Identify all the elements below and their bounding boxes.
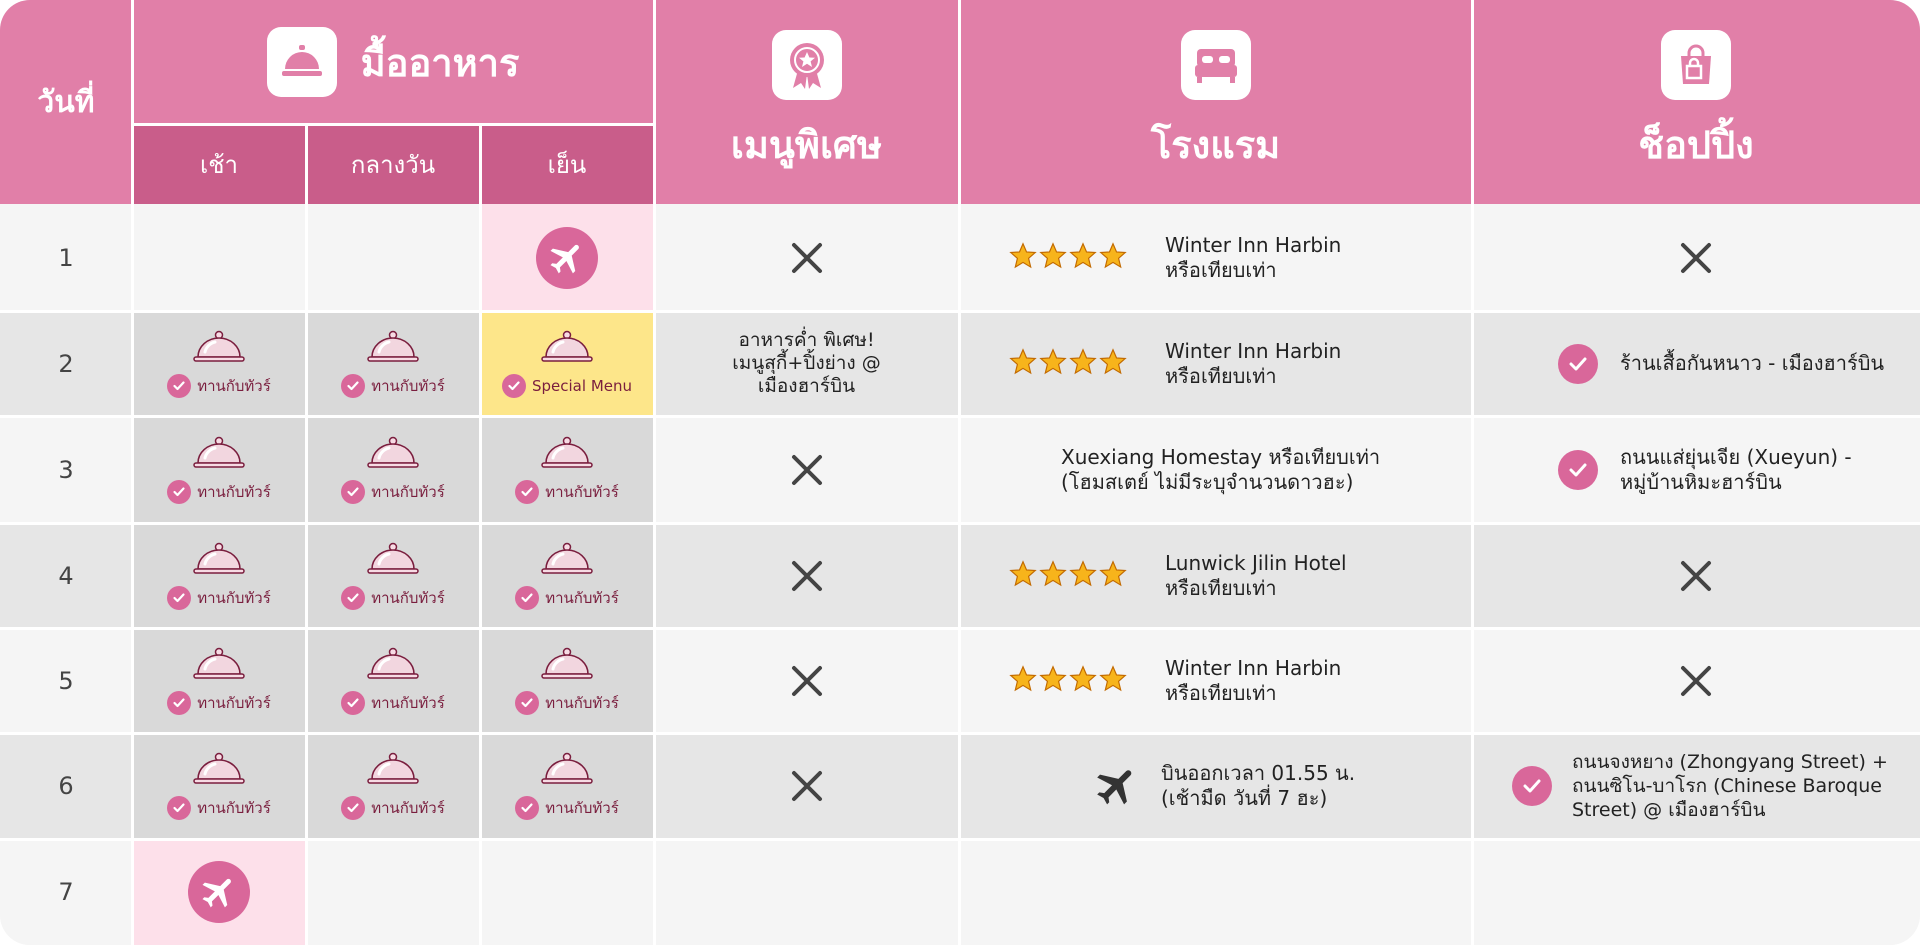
star-icon [1069, 242, 1097, 274]
check-icon [167, 796, 191, 820]
day-number: 6 [58, 772, 74, 800]
day-number: 4 [58, 561, 74, 590]
meal-cell [306, 733, 480, 839]
special-meal-cell [480, 311, 654, 416]
check-icon [341, 586, 365, 610]
day-number: 5 [58, 666, 74, 695]
star-icon [1069, 560, 1097, 592]
hotel-cell: Xuexiang Homestay หรือเทียบเท่า (โฮมสเตย์ ไม่มีระบุจำนวนดาวฮะ) [1061, 444, 1381, 494]
check-icon [341, 691, 365, 715]
food-cloche-icon [365, 330, 421, 370]
food-cloche-icon [365, 436, 421, 476]
header-hotel: โรงแรม [959, 0, 1472, 204]
meal-label: ทานกับทัวร์ [371, 588, 445, 607]
meal-cell [480, 416, 654, 523]
header-meals: มื้ออาหาร [132, 0, 654, 124]
grid-line [132, 123, 654, 126]
check-icon [167, 586, 191, 610]
meal-label: ทานกับทัวร์ [545, 693, 619, 712]
food-cloche-icon [191, 330, 247, 370]
cross-icon [789, 663, 825, 699]
food-cloche-icon [539, 330, 595, 370]
header-day: วันที่ [0, 0, 132, 204]
check-icon [167, 480, 191, 504]
star-icon [1099, 242, 1127, 274]
food-cloche-icon [539, 542, 595, 582]
meal-cell [132, 628, 306, 733]
meal-cell [306, 311, 480, 416]
check-icon [167, 691, 191, 715]
header-shopping: ช็อปปิ้ง [1472, 0, 1920, 204]
cross-icon [789, 768, 825, 804]
meal-label: Special Menu [532, 376, 632, 395]
hotel-cell: Lunwick Jilin Hotel หรือเทียบเท่า [959, 523, 1472, 628]
meal-label: ทานกับทัวร์ [545, 799, 619, 817]
service-bell-icon [267, 27, 337, 97]
cross-icon [789, 558, 825, 594]
shopping-cell: ถนนแส่ยุ่นเจีย (Xueyun) - หมู่บ้านหิมะฮาร์บิน [1472, 416, 1920, 523]
check-icon [1558, 344, 1598, 384]
meal-label: ทานกับทัวร์ [197, 482, 271, 501]
grid-line [0, 732, 1920, 735]
special-none [654, 628, 959, 733]
check-icon [515, 480, 539, 504]
check-icon [341, 480, 365, 504]
food-cloche-icon [191, 542, 247, 582]
hotel-cell: Winter Inn Harbin หรือเทียบเท่า [959, 311, 1472, 416]
day-number: 1 [58, 243, 74, 272]
airplane-icon [1093, 762, 1141, 810]
meal-label: ทานกับทัวร์ [371, 376, 445, 395]
header-special: เมนูพิเศษ [654, 0, 959, 204]
meal-cell [480, 523, 654, 628]
star-icon [1009, 665, 1037, 697]
four-star-rating [1009, 348, 1127, 380]
shopping-cell: ร้านเสื้อกันหนาว - เมืองฮาร์บิน [1472, 311, 1920, 416]
meal-cell [132, 416, 306, 523]
shopping-none [1472, 628, 1920, 733]
grid-line [0, 310, 1920, 313]
cross-icon [789, 240, 825, 276]
four-star-rating [1009, 242, 1127, 274]
dinner-flight-cell [480, 204, 654, 311]
grid-line [0, 522, 1920, 525]
special-menu-text: อาหารค่ำ พิเศษ! เมนูสุกี้+ปิ้งย่าง @ เมืองฮาร์บิน [732, 329, 881, 397]
check-icon [515, 691, 539, 715]
grid-line [0, 415, 1920, 418]
bed-icon [1181, 30, 1251, 100]
food-cloche-icon [365, 542, 421, 582]
check-icon [341, 374, 365, 398]
meal-cell [132, 523, 306, 628]
meal-cell [306, 628, 480, 733]
grid-line [131, 0, 134, 945]
grid-line [305, 124, 308, 945]
meal-cell [480, 733, 654, 839]
shopping-none [1472, 204, 1920, 311]
check-icon [1512, 766, 1552, 806]
cross-icon [1678, 663, 1714, 699]
special-none [654, 733, 959, 839]
food-cloche-icon [539, 752, 595, 792]
grid-line [479, 124, 482, 945]
star-icon [1009, 242, 1037, 274]
special-none [654, 523, 959, 628]
meal-label: ทานกับทัวร์ [545, 588, 619, 607]
meal-cell [306, 523, 480, 628]
check-icon [341, 796, 365, 820]
food-cloche-icon [191, 436, 247, 476]
star-icon [1099, 348, 1127, 380]
meal-cell [132, 311, 306, 416]
check-icon [1558, 450, 1598, 490]
food-cloche-icon [365, 647, 421, 687]
star-icon [1039, 242, 1067, 274]
meal-cell [132, 733, 306, 839]
meal-cell [306, 416, 480, 523]
grid-line [653, 0, 656, 945]
food-cloche-icon [191, 752, 247, 792]
food-cloche-icon [539, 436, 595, 476]
grid-line [1471, 0, 1474, 945]
star-icon [1039, 665, 1067, 697]
hotel-cell: บินออกเวลา 01.55 น. (เช้ามืด วันที่ 7 ฮะ) [959, 733, 1472, 839]
star-icon [1009, 560, 1037, 592]
special-none [654, 204, 959, 311]
cross-icon [1678, 240, 1714, 276]
four-star-rating [1009, 560, 1127, 592]
special-none [654, 416, 959, 523]
meal-label: ทานกับทัวร์ [197, 376, 271, 395]
header-dinner: เย็น [480, 124, 654, 204]
check-icon [515, 796, 539, 820]
star-icon [1039, 560, 1067, 592]
award-badge-icon [772, 30, 842, 100]
meal-label: ทานกับทัวร์ [197, 588, 271, 607]
shopping-cell: ถนนจงหยาง (Zhongyang Street) + ถนนซิโน-บาโรก (Chinese Baroque Street) @ เมืองฮาร์บิน [1472, 733, 1920, 839]
four-star-rating [1009, 665, 1127, 697]
check-icon [167, 374, 191, 398]
grid-line [958, 0, 961, 945]
hotel-cell: Winter Inn Harbin หรือเทียบเท่า [959, 628, 1472, 733]
meal-label: ทานกับทัวร์ [545, 482, 619, 501]
meal-cell [480, 628, 654, 733]
check-icon [502, 374, 526, 398]
meal-label: ทานกับทัวร์ [197, 799, 271, 817]
food-cloche-icon [365, 752, 421, 792]
airplane-icon [536, 227, 598, 289]
airplane-icon [188, 861, 250, 923]
hotel-cell: Winter Inn Harbin หรือเทียบเท่า [959, 204, 1472, 311]
day-number: 3 [58, 455, 74, 484]
food-cloche-icon [539, 647, 595, 687]
header-breakfast: เช้า [132, 124, 306, 204]
meal-label: ทานกับทัวร์ [371, 799, 445, 817]
header-lunch: กลางวัน [306, 124, 480, 204]
shopping-bag-icon [1661, 30, 1731, 100]
shopping-none [1472, 523, 1920, 628]
grid-line [0, 838, 1920, 841]
star-icon [1099, 665, 1127, 697]
day-number: 7 [58, 878, 74, 906]
star-icon [1069, 348, 1097, 380]
meal-label: ทานกับทัวร์ [371, 482, 445, 501]
star-icon [1069, 665, 1097, 697]
star-icon [1099, 560, 1127, 592]
day-number: 2 [58, 349, 74, 378]
food-cloche-icon [191, 647, 247, 687]
breakfast-flight-cell [132, 839, 306, 945]
check-icon [515, 586, 539, 610]
star-icon [1039, 348, 1067, 380]
meal-label: ทานกับทัวร์ [371, 693, 445, 712]
meal-label: ทานกับทัวร์ [197, 693, 271, 712]
star-icon [1009, 348, 1037, 380]
cross-icon [1678, 558, 1714, 594]
cross-icon [789, 452, 825, 488]
grid-line [0, 627, 1920, 630]
